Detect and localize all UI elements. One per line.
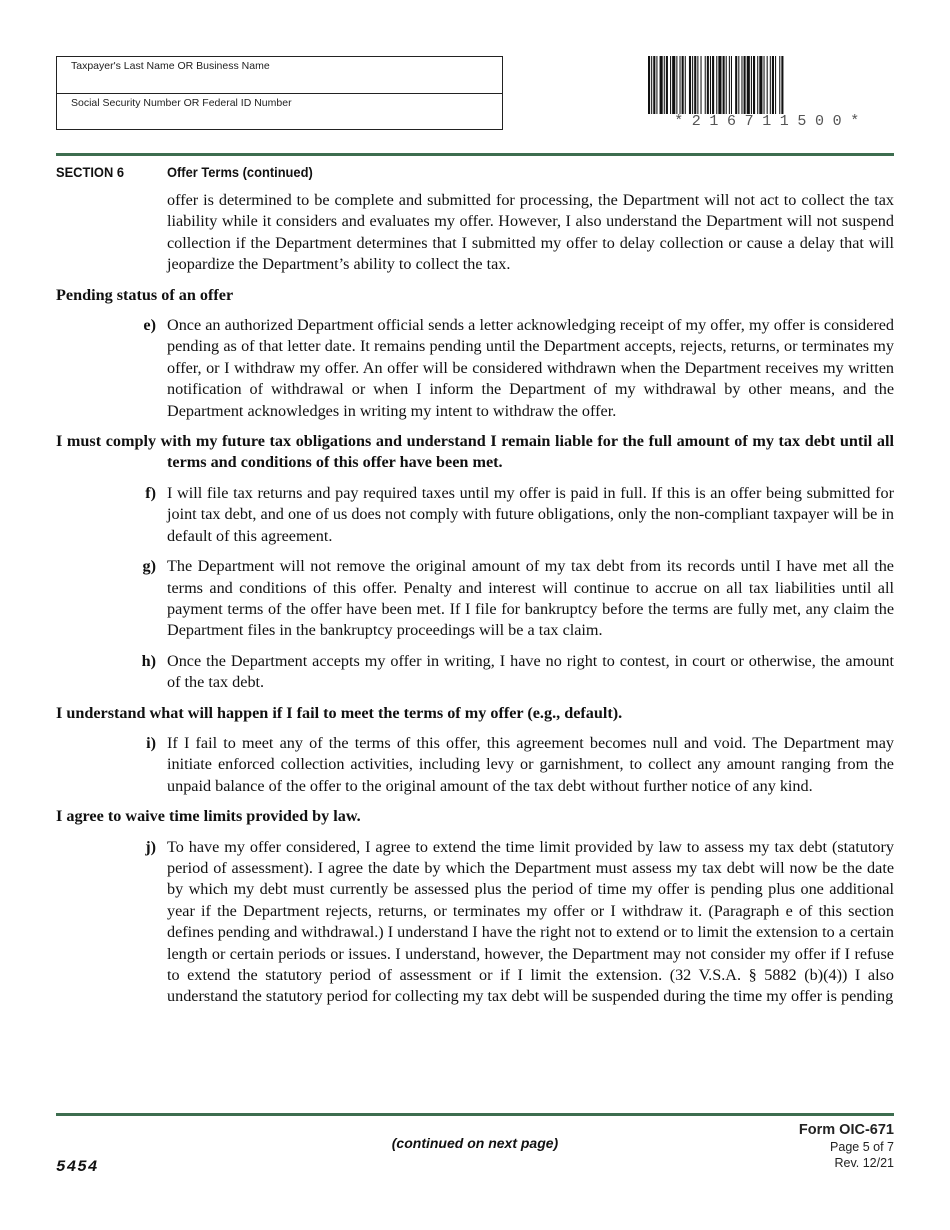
barcode-bar — [694, 56, 696, 114]
barcode-bar — [653, 56, 655, 114]
barcode-bar — [656, 56, 657, 114]
barcode-bar — [685, 56, 686, 114]
page-number: Page 5 of 7 — [830, 1140, 894, 1154]
barcode-bar — [660, 56, 663, 114]
barcode-bar — [757, 56, 758, 114]
barcode-bar — [705, 56, 706, 114]
form-number: Form OIC-671 — [798, 1122, 894, 1138]
item-text: To have my offer considered, I agree to extend the time limit provided by law to assess my tax debt (statutory period of assessment). I agree the date by which the Department must assess my tax debt will now be the date by which my debt must currently be assessed plus the period of time my offer is pending plus one additional year if the Department rejects, returns, or terminates my offer or I withdraw it. (Paragraph e of this section defines pending and withdrawal.) I understand I have the right not to extend or to limit the extension to a certain length or certain periods or issues. I understand, however, the Department may not consider my offer if I refuse to extend the statutory period of assessment or if I limit the extension. (32 V.S.A. § 5882 (b)(4)) I also understand the statutory period for collecting my tax debt will be suspended during the time my offer is pending — [167, 837, 894, 1006]
barcode-bar — [716, 56, 717, 114]
barcode-bar — [712, 56, 714, 114]
barcode-bar — [676, 56, 677, 114]
barcode-bar — [764, 56, 765, 114]
barcode-bar — [723, 56, 725, 114]
revision-date: Rev. 12/21 — [834, 1156, 894, 1170]
barcode-bar — [648, 56, 650, 114]
list-item — [56, 651, 894, 694]
barcode-bar — [738, 56, 739, 114]
list-item — [56, 733, 894, 797]
list-item — [56, 315, 894, 422]
barcode — [648, 56, 894, 114]
barcode-bar — [672, 56, 675, 114]
intro-paragraph: offer is determined to be complete and submitted for processing, the Department will not act to collect the tax liability while it considers and evaluates my offer. However, I also understand the Department will not suspend collection if the Department determines that I submitted my offer to delay collection or cause a delay that will jeopardize the Department’s ability to collect the tax. — [167, 191, 894, 274]
item-text: Once an authorized Department official sends a letter acknowledging receipt of my offer, my offer is considered pending as of that letter date. It remains pending until the Department accepts, rejects, returns, or terminates my offer, or I withdraw my offer. An offer will be considered withdrawn when the Department receives my written notification of withdrawal or when I inform the Department of my withdrawal by other means, and the Department acknowledges in writing my intent to withdraw the offer. — [167, 316, 894, 420]
list-item — [56, 556, 894, 642]
barcode-bar — [751, 56, 752, 114]
barcode-bar — [729, 56, 730, 114]
barcode-bar — [775, 56, 776, 114]
barcode-bar — [731, 56, 732, 114]
item-text: If I fail to meet any of the terms of this offer, this agreement becomes null and void. The Department may initiate enforced collection activities, including levy or garnishment, to collect any amount ranging from the unpaid balance of the offer to the original amount of the tax debt without further notice of any kind. — [167, 733, 894, 795]
taxpayer-id-box — [56, 56, 503, 130]
barcode-bar — [682, 56, 684, 114]
list-item — [56, 837, 894, 1008]
block-heading-waive: I agree to waive time limits provided by law. — [56, 807, 361, 826]
block-heading-comply: I must comply with my future tax obligations and understand I remain liable for the full amount of my tax debt until all terms and conditions of this offer have been met. — [56, 432, 894, 472]
item-label: j) — [145, 837, 156, 856]
document-body — [56, 190, 894, 1017]
barcode-bar — [781, 56, 783, 114]
barcode-bar — [772, 56, 774, 114]
barcode-bar — [710, 56, 711, 114]
section-title: Offer Terms (continued) — [167, 164, 313, 180]
name-field[interactable] — [57, 57, 502, 93]
top-divider — [56, 153, 894, 156]
barcode-bar — [726, 56, 727, 114]
barcode-bar — [664, 56, 665, 114]
barcode-bar — [689, 56, 691, 114]
barcode-bar — [767, 56, 768, 114]
barcode-bar — [670, 56, 671, 114]
form-code: 5454 — [56, 1158, 99, 1176]
item-label: g) — [142, 557, 156, 576]
barcode-bar — [747, 56, 750, 114]
form-info — [799, 1121, 894, 1171]
barcode-bar — [779, 56, 780, 114]
name-field-label: Taxpayer's Last Name OR Business Name — [71, 60, 270, 72]
ssn-field-label: Social Security Number OR Federal ID Number — [71, 97, 292, 109]
list-item — [56, 483, 894, 547]
item-text: I will file tax returns and pay required taxes until my offer is paid in full. If this is an offer being submitted for joint tax debt, and one of us does not comply with future obligations, only the non-compliant taxpayer will be in default of this agreement. — [167, 483, 894, 545]
barcode-bar — [741, 56, 742, 114]
section-number: SECTION 6 — [56, 164, 124, 180]
item-label: i) — [146, 733, 156, 752]
barcode-bar — [707, 56, 709, 114]
item-label: h) — [141, 651, 156, 670]
barcode-bar — [697, 56, 698, 114]
barcode-bar — [744, 56, 746, 114]
barcode-bar — [680, 56, 681, 114]
ssn-field[interactable] — [57, 93, 502, 129]
item-label: f) — [145, 483, 156, 502]
barcode-bar — [735, 56, 737, 114]
block-heading-pending: Pending status of an offer — [56, 285, 234, 304]
barcode-bar — [651, 56, 652, 114]
item-text: Once the Department accepts my offer in writing, I have no right to contest, in court or otherwise, the amount of the tax debt. — [167, 651, 894, 692]
continued-note: (continued on next page) — [391, 1135, 559, 1151]
barcode-bar — [718, 56, 721, 114]
block-heading-default: I understand what will happen if I fail to meet the terms of my offer (e.g., default). — [56, 703, 623, 722]
barcode-bar — [770, 56, 771, 114]
barcode-bar — [753, 56, 755, 114]
item-label: e) — [143, 316, 156, 335]
item-text: The Department will not remove the original amount of my tax debt from its records until I have met all the terms and conditions of this offer. Penalty and interest will continue to accrue on all tax liabilities until all payment terms of the offer have been met. If I file for bankruptcy before the terms are fully met, any claim the Department files in the bankruptcy proceedings will be a tax claim. — [167, 557, 894, 640]
barcode-bar — [701, 56, 702, 114]
barcode-number: *216711500* — [674, 113, 868, 130]
barcode-bar — [759, 56, 762, 114]
barcode-bar — [692, 56, 693, 114]
barcode-bar — [666, 56, 668, 114]
bottom-divider — [56, 1113, 894, 1116]
